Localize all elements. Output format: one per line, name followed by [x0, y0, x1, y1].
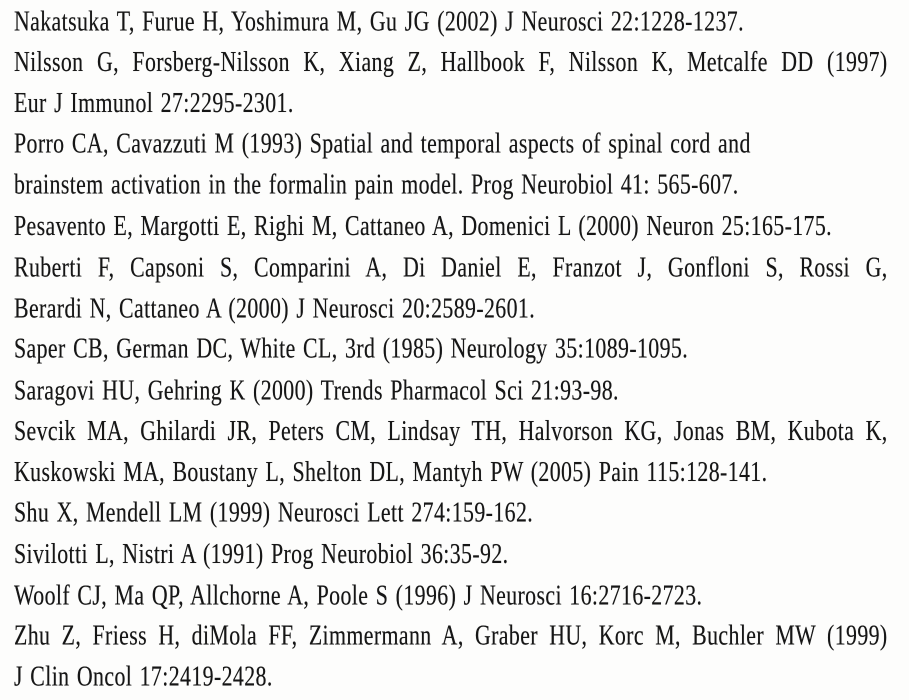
reference-line: Porro CA, Cavazzuti M (1993) Spatial and temporal aspects of spinal cord and	[14, 128, 751, 160]
reference-line: Kuskowski MA, Boustany L, Shelton DL, Mantyh PW (2005) Pain 115:128-141.	[14, 457, 768, 488]
reference-line: Sivilotti L, Nistri A (1991) Prog Neurobiol 36:35-92.	[14, 539, 509, 570]
reference-line: Nilsson G, Forsberg-Nilsson K, Xiang Z, Hallbook F, Nilsson K, Metcalfe DD (1997)	[14, 47, 888, 78]
reference-line: Pesavento E, Margotti E, Righi M, Cattaneo A, Domenici L (2000) Neuron 25:165-175.	[14, 211, 833, 242]
reference-item	[14, 534, 909, 575]
reference-item	[14, 411, 909, 493]
reference-line: Ruberti F, Capsoni S, Comparini A, Di Daniel E, Franzot J, Gonfloni S, Rossi G,	[14, 252, 888, 284]
reference-line: Saragovi HU, Gehring K (2000) Trends Pharmacol Sci 21:93-98.	[14, 375, 619, 407]
reference-line: Shu X, Mendell LM (1999) Neurosci Lett 274:159-162.	[14, 497, 534, 529]
references-list	[14, 1, 909, 698]
reference-item	[14, 1, 909, 42]
reference-item	[14, 42, 909, 124]
reference-line: brainstem activation in the formalin pain model. Prog Neurobiol 41: 565-607.	[14, 169, 739, 201]
reference-line: Saper CB, German DC, White CL, 3rd (1985) Neurology 35:1089-1095.	[14, 333, 689, 365]
reference-line: Zhu Z, Friess H, diMola FF, Zimmermann A, Graber HU, Korc M, Buchler MW (1999)	[14, 620, 888, 652]
reference-item	[14, 575, 909, 616]
reference-line: Berardi N, Cattaneo A (2000) J Neurosci 20:2589-2601.	[14, 293, 536, 325]
reference-item	[14, 206, 909, 247]
reference-item	[14, 616, 909, 698]
reference-item	[14, 329, 909, 370]
reference-line: Sevcik MA, Ghilardi JR, Peters CM, Lindsay TH, Halvorson KG, Jonas BM, Kubota K,	[14, 416, 888, 447]
reference-item	[14, 370, 909, 411]
reference-item	[14, 124, 909, 206]
reference-line: Woolf CJ, Ma QP, Allchorne A, Poole S (1996) J Neurosci 16:2716-2723.	[14, 580, 703, 612]
reference-line: Eur J Immunol 27:2295-2301.	[14, 88, 294, 119]
reference-item	[14, 247, 909, 329]
reference-item	[14, 493, 909, 534]
reference-line: J Clin Oncol 17:2419-2428.	[14, 661, 273, 693]
reference-line: Nakatsuka T, Furue H, Yoshimura M, Gu JG (2002) J Neurosci 22:1228-1237.	[14, 6, 744, 38]
